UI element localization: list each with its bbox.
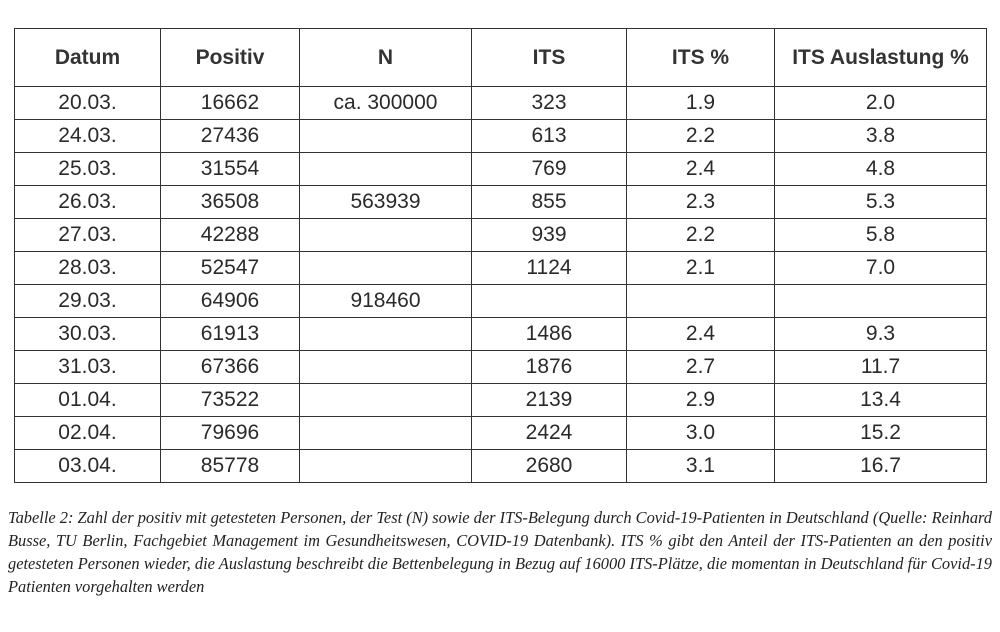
table-row [15,120,987,153]
cell-its: 1876 [472,351,627,384]
cell-its: 613 [472,120,627,153]
cell-n: 918460 [300,285,472,318]
cell-its-percent: 2.2 [627,219,775,252]
cell-n [300,318,472,351]
cell-n [300,417,472,450]
cell-its-auslastung: 15.2 [775,417,987,450]
cell-datum: 01.04. [15,384,161,417]
cell-its-auslastung: 5.3 [775,186,987,219]
cell-its-auslastung: 4.8 [775,153,987,186]
cell-its-percent: 2.9 [627,384,775,417]
cell-its: 939 [472,219,627,252]
cell-datum: 30.03. [15,318,161,351]
cell-n [300,120,472,153]
table-body [15,87,987,483]
cell-positiv: 42288 [161,219,300,252]
cell-its: 2139 [472,384,627,417]
cell-its-auslastung: 3.8 [775,120,987,153]
cell-n [300,153,472,186]
cell-n [300,351,472,384]
cell-positiv: 85778 [161,450,300,483]
cell-its: 2424 [472,417,627,450]
cell-n [300,450,472,483]
cell-its-auslastung [775,285,987,318]
cell-its-percent: 2.4 [627,318,775,351]
table-row [15,252,987,285]
cell-datum: 02.04. [15,417,161,450]
header-positiv: Positiv [161,29,300,87]
table-row [15,186,987,219]
cell-its: 2680 [472,450,627,483]
cell-its: 769 [472,153,627,186]
table-row [15,450,987,483]
table-caption: Tabelle 2: Zahl der positiv mit getesteten Personen, der Test (N) sowie der ITS-Belegung durch Covid-19-Patienten in Deutschland (Quelle: Reinhard Busse, TU Berlin, Fachgebiet Management im Gesundheitswesen, COVID-19 Datenbank). ITS % gibt den Anteil der ITS-Patienten an den positiv getesteten Personen wieder, die Auslastung beschreibt die Bettenbelegung in Bezug auf 16000 ITS-Plätze, die momentan in Deutschland für Covid-19 Patienten vorgehalten werden [8,508,992,596]
cell-datum: 29.03. [15,285,161,318]
cell-its-percent: 3.1 [627,450,775,483]
cell-its-percent: 2.2 [627,120,775,153]
cell-positiv: 31554 [161,153,300,186]
cell-n: 563939 [300,186,472,219]
cell-n: ca. 300000 [300,87,472,120]
cell-its: 1124 [472,252,627,285]
table-row [15,87,987,120]
header-datum: Datum [15,29,161,87]
cell-its-auslastung: 11.7 [775,351,987,384]
cell-its: 855 [472,186,627,219]
header-its-percent: ITS % [627,29,775,87]
table-row [15,384,987,417]
its-data-table [14,28,987,483]
cell-its-auslastung: 9.3 [775,318,987,351]
cell-its-percent: 3.0 [627,417,775,450]
cell-its-auslastung: 5.8 [775,219,987,252]
cell-positiv: 16662 [161,87,300,120]
cell-datum: 28.03. [15,252,161,285]
cell-its-percent: 2.4 [627,153,775,186]
cell-positiv: 36508 [161,186,300,219]
table-row [15,318,987,351]
cell-datum: 24.03. [15,120,161,153]
cell-positiv: 64906 [161,285,300,318]
cell-positiv: 27436 [161,120,300,153]
cell-its-auslastung: 16.7 [775,450,987,483]
cell-its-percent: 1.9 [627,87,775,120]
cell-its-percent: 2.3 [627,186,775,219]
table-row [15,219,987,252]
cell-datum: 20.03. [15,87,161,120]
cell-datum: 25.03. [15,153,161,186]
table-row [15,417,987,450]
cell-n [300,219,472,252]
cell-positiv: 67366 [161,351,300,384]
cell-its-percent: 2.7 [627,351,775,384]
cell-n [300,384,472,417]
cell-its-percent: 2.1 [627,252,775,285]
cell-its-auslastung: 2.0 [775,87,987,120]
table-row [15,153,987,186]
cell-datum: 26.03. [15,186,161,219]
cell-positiv: 61913 [161,318,300,351]
cell-positiv: 52547 [161,252,300,285]
cell-n [300,252,472,285]
cell-positiv: 73522 [161,384,300,417]
data-table-container [14,28,986,483]
cell-datum: 27.03. [15,219,161,252]
header-its-auslastung: ITS Auslastung % [775,29,987,87]
cell-positiv: 79696 [161,417,300,450]
cell-its: 1486 [472,318,627,351]
cell-its: 323 [472,87,627,120]
table-row [15,285,987,318]
cell-its [472,285,627,318]
header-n: N [300,29,472,87]
cell-its-auslastung: 7.0 [775,252,987,285]
cell-datum: 31.03. [15,351,161,384]
cell-its-percent [627,285,775,318]
table-row [15,351,987,384]
header-its: ITS [472,29,627,87]
table-header-row [15,29,987,87]
cell-its-auslastung: 13.4 [775,384,987,417]
cell-datum: 03.04. [15,450,161,483]
